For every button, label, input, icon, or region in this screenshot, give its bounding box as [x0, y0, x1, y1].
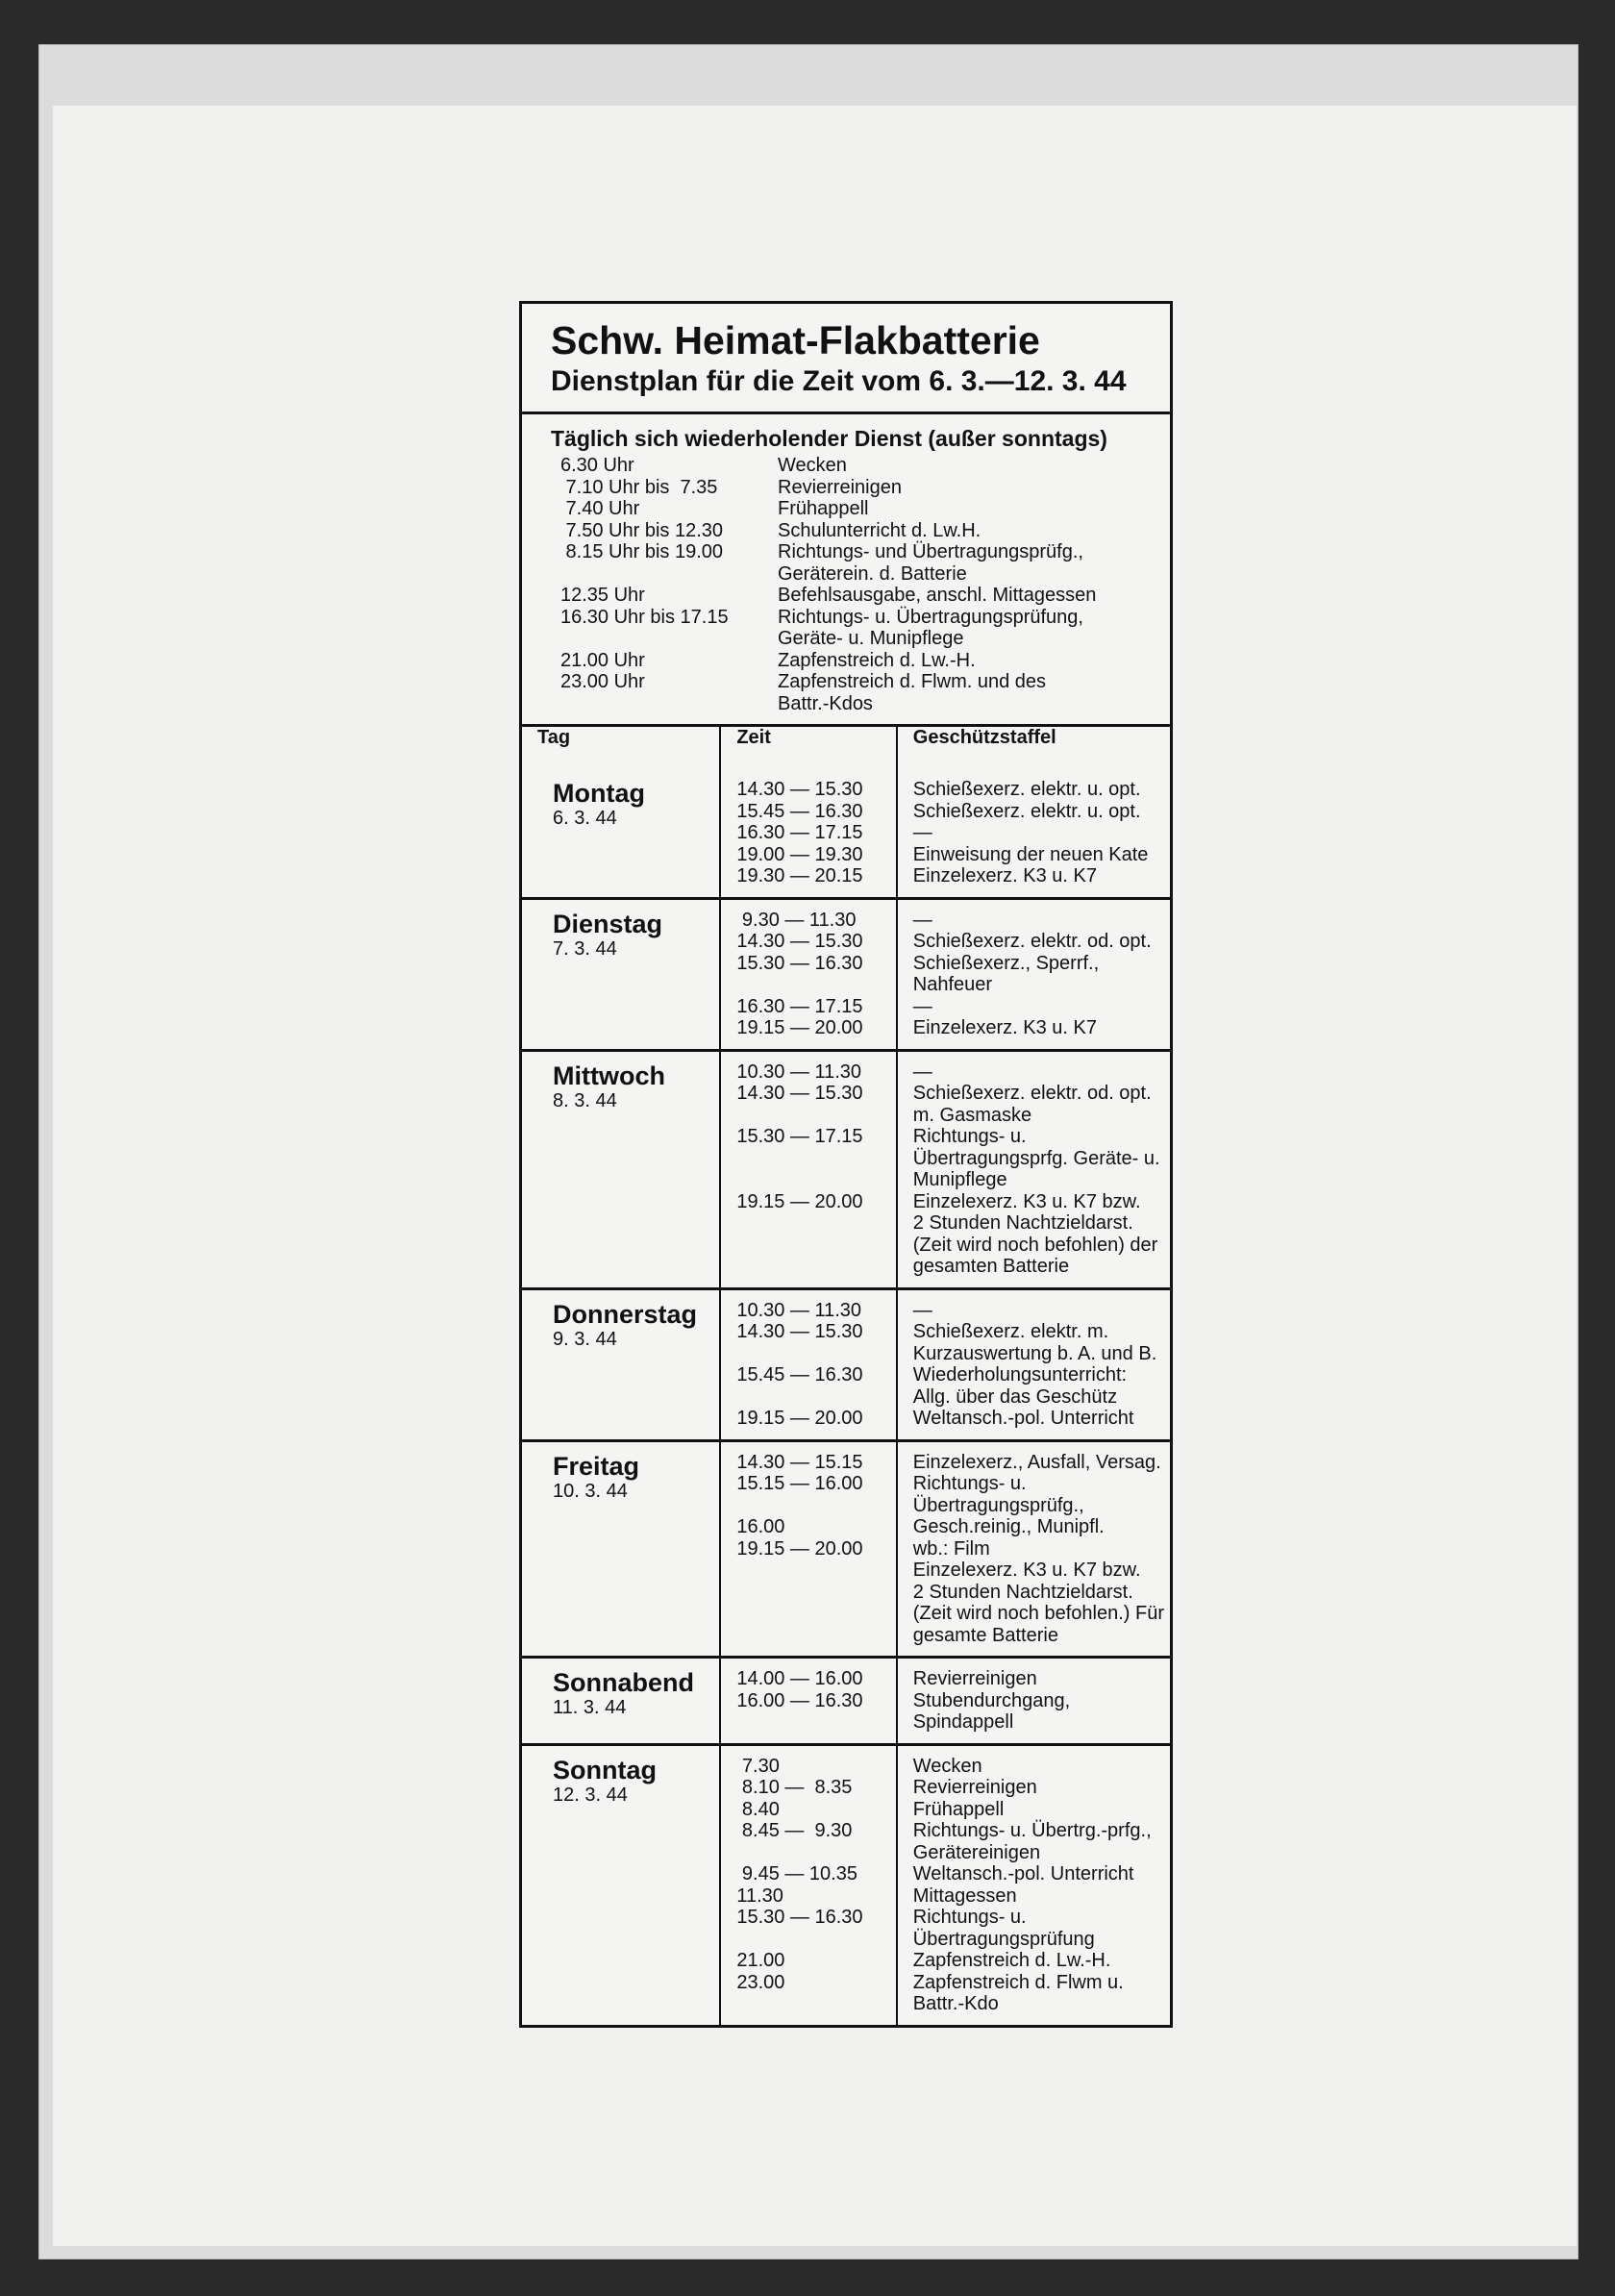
- time-entry: [736, 1256, 895, 1278]
- document-title: Schw. Heimat-Flakbatterie: [551, 318, 1040, 362]
- column-header-geschuetzstaffel: Geschützstaffel: [912, 727, 1056, 748]
- activity-cell: [897, 1288, 1170, 1440]
- time-entry: 15.45 — 16.30: [736, 800, 863, 822]
- daily-duty-activity: Zapfenstreich d. Lw.-H.: [778, 649, 976, 671]
- day-date: 6. 3. 44: [553, 808, 617, 829]
- time-entry: 8.10 — 8.35: [736, 1777, 853, 1798]
- time-entry: [736, 1386, 895, 1409]
- daily-duty-activity: Frühappell: [778, 498, 869, 519]
- day-date: 7. 3. 44: [553, 937, 617, 960]
- daily-duty-row: [551, 628, 1141, 650]
- daily-duty-row: [551, 520, 1141, 542]
- activity-entry: Nahfeuer: [912, 974, 993, 995]
- activity-entry: (Zeit wird noch befohlen.) Für: [912, 1603, 1164, 1624]
- activity-entry: Einzelexerz., Ausfall, Versag.: [912, 1451, 1161, 1473]
- day-cell: [522, 898, 720, 1050]
- activity-entry: Schießexerz., Sperrf.,: [912, 952, 1100, 974]
- time-entry: 8.40: [736, 1798, 780, 1820]
- activity-entry: gesamte Batterie: [912, 1624, 1058, 1646]
- table-row: [522, 898, 1170, 1050]
- time-entry: [736, 1105, 895, 1127]
- time-entry: [736, 1929, 895, 1951]
- column-header-zeit: Zeit: [720, 727, 896, 769]
- day-name: Dienstag: [553, 909, 663, 938]
- activity-entry: Munipflege: [912, 1169, 1007, 1190]
- daily-duty-time: [551, 563, 778, 586]
- day-cell: [522, 769, 720, 898]
- document-subtitle: Dienstplan für die Zeit vom 6. 3.—12. 3. 44: [551, 365, 1127, 397]
- daily-duty-list: [551, 455, 1141, 714]
- time-entry: 10.30 — 11.30: [736, 1299, 862, 1321]
- time-entry: [736, 1212, 895, 1235]
- day-name: Montag: [553, 779, 645, 808]
- activity-entry: Stubendurchgang,: [912, 1689, 1071, 1711]
- daily-duty-time: 7.50 Uhr bis 12.30: [560, 519, 723, 541]
- activity-entry: Einzelexerz. K3 u. K7 bzw.: [912, 1190, 1141, 1212]
- time-entry: 15.30 — 17.15: [736, 1126, 863, 1147]
- activity-entry: —: [912, 822, 932, 843]
- activity-entry: m. Gasmaske: [912, 1104, 1032, 1126]
- table-row: [522, 769, 1170, 898]
- table-row: [522, 1288, 1170, 1440]
- table-row: [522, 1440, 1170, 1658]
- daily-duty-time: 12.35 Uhr: [560, 585, 645, 606]
- activity-entry: Schießexerz. elektr. u. opt.: [912, 800, 1141, 822]
- time-entry: [736, 1842, 895, 1864]
- activity-entry: Schießexerz. elektr. od. opt.: [912, 1083, 1152, 1104]
- activity-entry: Weltansch.-pol. Unterricht: [912, 1408, 1134, 1429]
- time-entry: 15.30 — 16.30: [736, 1907, 863, 1928]
- daily-duty-row: [551, 607, 1141, 629]
- time-entry: 19.15 — 20.00: [736, 1408, 863, 1429]
- activity-cell: [897, 1050, 1170, 1288]
- daily-duty-row: [551, 671, 1141, 693]
- time-entry: [736, 974, 895, 996]
- activity-entry: Weltansch.-pol. Unterricht: [912, 1863, 1134, 1884]
- time-entry: 16.00: [736, 1516, 785, 1537]
- day-name: Mittwoch: [553, 1061, 665, 1090]
- table-row: [522, 1050, 1170, 1288]
- title-block: [522, 304, 1170, 414]
- activity-entry: Richtungs- u.: [912, 1907, 1027, 1928]
- time-entry: [736, 1495, 895, 1517]
- activity-entry: Wiederholungsunterricht:: [912, 1364, 1128, 1385]
- activity-entry: Battr.-Kdo: [912, 1993, 999, 2014]
- activity-cell: [897, 769, 1170, 898]
- time-entry: 14.30 — 15.30: [736, 931, 863, 952]
- day-name: Sonntag: [553, 1755, 657, 1784]
- activity-entry: Wecken: [912, 1755, 982, 1777]
- time-entry: 10.30 — 11.30: [736, 1061, 862, 1083]
- daily-duty-row: [551, 477, 1141, 499]
- activity-entry: Übertragungsprüfg.,: [912, 1494, 1084, 1516]
- time-entry: 19.15 — 20.00: [736, 1017, 863, 1038]
- time-entry: 14.30 — 15.30: [736, 779, 863, 800]
- daily-duty-row: [551, 455, 1141, 477]
- time-entry: 21.00: [736, 1950, 785, 1971]
- time-entry: [736, 1343, 895, 1365]
- day-name: Freitag: [553, 1451, 640, 1481]
- daily-duty-time: 8.15 Uhr bis 19.00: [560, 541, 723, 562]
- day-date: 10. 3. 44: [553, 1480, 628, 1502]
- activity-entry: Einzelexerz. K3 u. K7: [912, 1017, 1097, 1038]
- column-header-tag: Tag: [522, 727, 720, 769]
- activity-entry: Spindappell: [912, 1711, 1014, 1733]
- time-cell: [720, 1288, 896, 1440]
- daily-duty-row: [551, 693, 1141, 715]
- activity-entry: Gerätereinigen: [912, 1841, 1041, 1863]
- activity-entry: Übertragungsprfg. Geräte- u.: [912, 1147, 1160, 1169]
- daily-duty-time: 16.30 Uhr bis 17.15: [560, 606, 729, 628]
- activity-cell: [897, 1658, 1170, 1745]
- time-cell: [720, 1658, 896, 1745]
- daily-duty-row: [551, 650, 1141, 672]
- time-entry: 23.00: [736, 1971, 785, 1993]
- activity-entry: Zapfenstreich d. Flwm u.: [912, 1971, 1124, 1993]
- daily-duty-activity: Battr.-Kdos: [778, 692, 873, 714]
- activity-entry: Zapfenstreich d. Lw.-H.: [912, 1950, 1111, 1971]
- daily-duty-heading: Täglich sich wiederholender Dienst (außer sonntags): [551, 426, 1107, 451]
- daily-duty-row: [551, 585, 1141, 607]
- day-date: 9. 3. 44: [553, 1328, 617, 1350]
- daily-duty-time: [551, 693, 778, 715]
- activity-entry: Revierreinigen: [912, 1668, 1037, 1689]
- activity-entry: —: [912, 909, 932, 931]
- daily-duty-row: [551, 498, 1141, 520]
- activity-entry: Richtungs- u.: [912, 1126, 1027, 1147]
- table-row: [522, 1658, 1170, 1745]
- daily-duty-time: 23.00 Uhr: [560, 671, 645, 692]
- time-entry: 19.30 — 20.15: [736, 865, 863, 886]
- activity-entry: wb.: Film: [912, 1537, 990, 1560]
- daily-duty-time: [551, 628, 778, 650]
- schedule-body: [522, 769, 1170, 2025]
- day-date: 11. 3. 44: [553, 1697, 627, 1718]
- time-entry: 7.30: [736, 1755, 780, 1777]
- time-cell: [720, 1744, 896, 2025]
- activity-entry: Allg. über das Geschütz: [912, 1385, 1118, 1408]
- activity-entry: Frühappell: [912, 1798, 1005, 1820]
- time-entry: 9.45 — 10.35: [736, 1863, 857, 1884]
- activity-entry: Einzelexerz. K3 u. K7 bzw.: [912, 1560, 1141, 1581]
- day-cell: [522, 1288, 720, 1440]
- activity-entry: Richtungs- u. Übertrg.-prfg.,: [912, 1820, 1152, 1841]
- time-entry: 8.45 — 9.30: [736, 1820, 853, 1841]
- day-cell: [522, 1440, 720, 1658]
- daily-duty-activity: Schulunterricht d. Lw.H.: [778, 519, 981, 541]
- activity-entry: —: [912, 1061, 932, 1083]
- daily-duty-activity: Richtungs- u. Übertragungsprüfung,: [778, 606, 1083, 628]
- time-entry: 15.30 — 16.30: [736, 952, 863, 974]
- time-entry: 19.00 — 19.30: [736, 843, 863, 865]
- activity-entry: 2 Stunden Nachtzieldarst.: [912, 1581, 1133, 1603]
- day-date: 8. 3. 44: [553, 1089, 617, 1111]
- activity-entry: Einweisung der neuen Kate: [912, 843, 1149, 865]
- activity-entry: Richtungs- u.: [912, 1473, 1027, 1494]
- table-row: [522, 1744, 1170, 2025]
- time-entry: 16.00 — 16.30: [736, 1689, 863, 1711]
- activity-entry: —: [912, 995, 932, 1017]
- daily-duty-activity: Richtungs- und Übertragungsprüfg.,: [778, 541, 1083, 562]
- time-entry: 15.15 — 16.00: [736, 1473, 863, 1494]
- time-entry: [736, 1148, 895, 1170]
- daily-duty-row: [551, 541, 1141, 563]
- time-entry: 14.30 — 15.30: [736, 1321, 863, 1342]
- day-cell: [522, 1744, 720, 2025]
- time-entry: 15.45 — 16.30: [736, 1364, 863, 1385]
- daily-duty-activity: Zapfenstreich d. Flwm. und des: [778, 671, 1047, 692]
- activity-cell: [897, 1744, 1170, 2025]
- day-name: Donnerstag: [553, 1299, 698, 1329]
- daily-duty-activity: Befehlsausgabe, anschl. Mittagessen: [778, 585, 1097, 606]
- daily-duty-activity: Wecken: [778, 455, 847, 476]
- activity-entry: gesamten Batterie: [912, 1256, 1070, 1277]
- time-entry: 14.30 — 15.30: [736, 1083, 863, 1104]
- time-entry: [736, 1169, 895, 1191]
- daily-duty-activity: Revierreinigen: [778, 476, 902, 498]
- activity-cell: [897, 1440, 1170, 1658]
- daily-duty-time: 7.40 Uhr: [560, 498, 640, 519]
- daily-duty-activity: Geräte- u. Munipflege: [778, 628, 964, 649]
- daily-duty-row: [551, 563, 1141, 586]
- activity-entry: Schießexerz. elektr. od. opt.: [912, 931, 1152, 952]
- time-cell: [720, 1050, 896, 1288]
- time-entry: 14.00 — 16.00: [736, 1668, 863, 1689]
- activity-entry: —: [912, 1299, 932, 1321]
- activity-entry: Kurzauswertung b. A. und B.: [912, 1342, 1157, 1364]
- activity-entry: Gesch.reinig., Munipfl.: [912, 1516, 1105, 1537]
- activity-entry: (Zeit wird noch befohlen) der: [912, 1234, 1158, 1256]
- time-entry: 9.30 — 11.30: [736, 909, 857, 931]
- time-entry: [736, 1235, 895, 1257]
- activity-cell: [897, 898, 1170, 1050]
- daily-duty-time: 21.00 Uhr: [560, 649, 645, 671]
- day-date: 12. 3. 44: [553, 1784, 628, 1806]
- activity-entry: 2 Stunden Nachtzieldarst.: [912, 1212, 1133, 1234]
- time-entry: 14.30 — 15.15: [736, 1451, 863, 1473]
- time-entry: 16.30 — 17.15: [736, 995, 863, 1017]
- activity-entry: Einzelexerz. K3 u. K7: [912, 865, 1097, 886]
- time-cell: [720, 898, 896, 1050]
- activity-entry: Revierreinigen: [912, 1777, 1037, 1798]
- daily-duty-time: 7.10 Uhr bis 7.35: [560, 476, 718, 498]
- day-cell: [522, 1050, 720, 1288]
- time-entry: 16.30 — 17.15: [736, 822, 863, 843]
- duty-schedule-document: [519, 301, 1173, 2028]
- daily-duty-activity: Geräterein. d. Batterie: [778, 562, 967, 585]
- time-entry: 19.15 — 20.00: [736, 1190, 863, 1212]
- time-cell: [720, 1440, 896, 1658]
- activity-entry: Schießexerz. elektr. u. opt.: [912, 779, 1141, 800]
- time-entry: 11.30: [736, 1884, 783, 1907]
- time-cell: [720, 769, 896, 898]
- day-cell: [522, 1658, 720, 1745]
- activity-entry: Schießexerz. elektr. m.: [912, 1321, 1109, 1342]
- daily-duty-time: 6.30 Uhr: [560, 455, 634, 476]
- day-name: Sonnabend: [553, 1668, 694, 1697]
- activity-entry: Übertragungsprüfung: [912, 1928, 1095, 1950]
- activity-entry: Mittagessen: [912, 1884, 1017, 1907]
- table-header-row: [522, 727, 1170, 769]
- daily-duty-section: [522, 414, 1170, 727]
- time-entry: 19.15 — 20.00: [736, 1537, 863, 1560]
- weekly-schedule-table: [522, 727, 1170, 2025]
